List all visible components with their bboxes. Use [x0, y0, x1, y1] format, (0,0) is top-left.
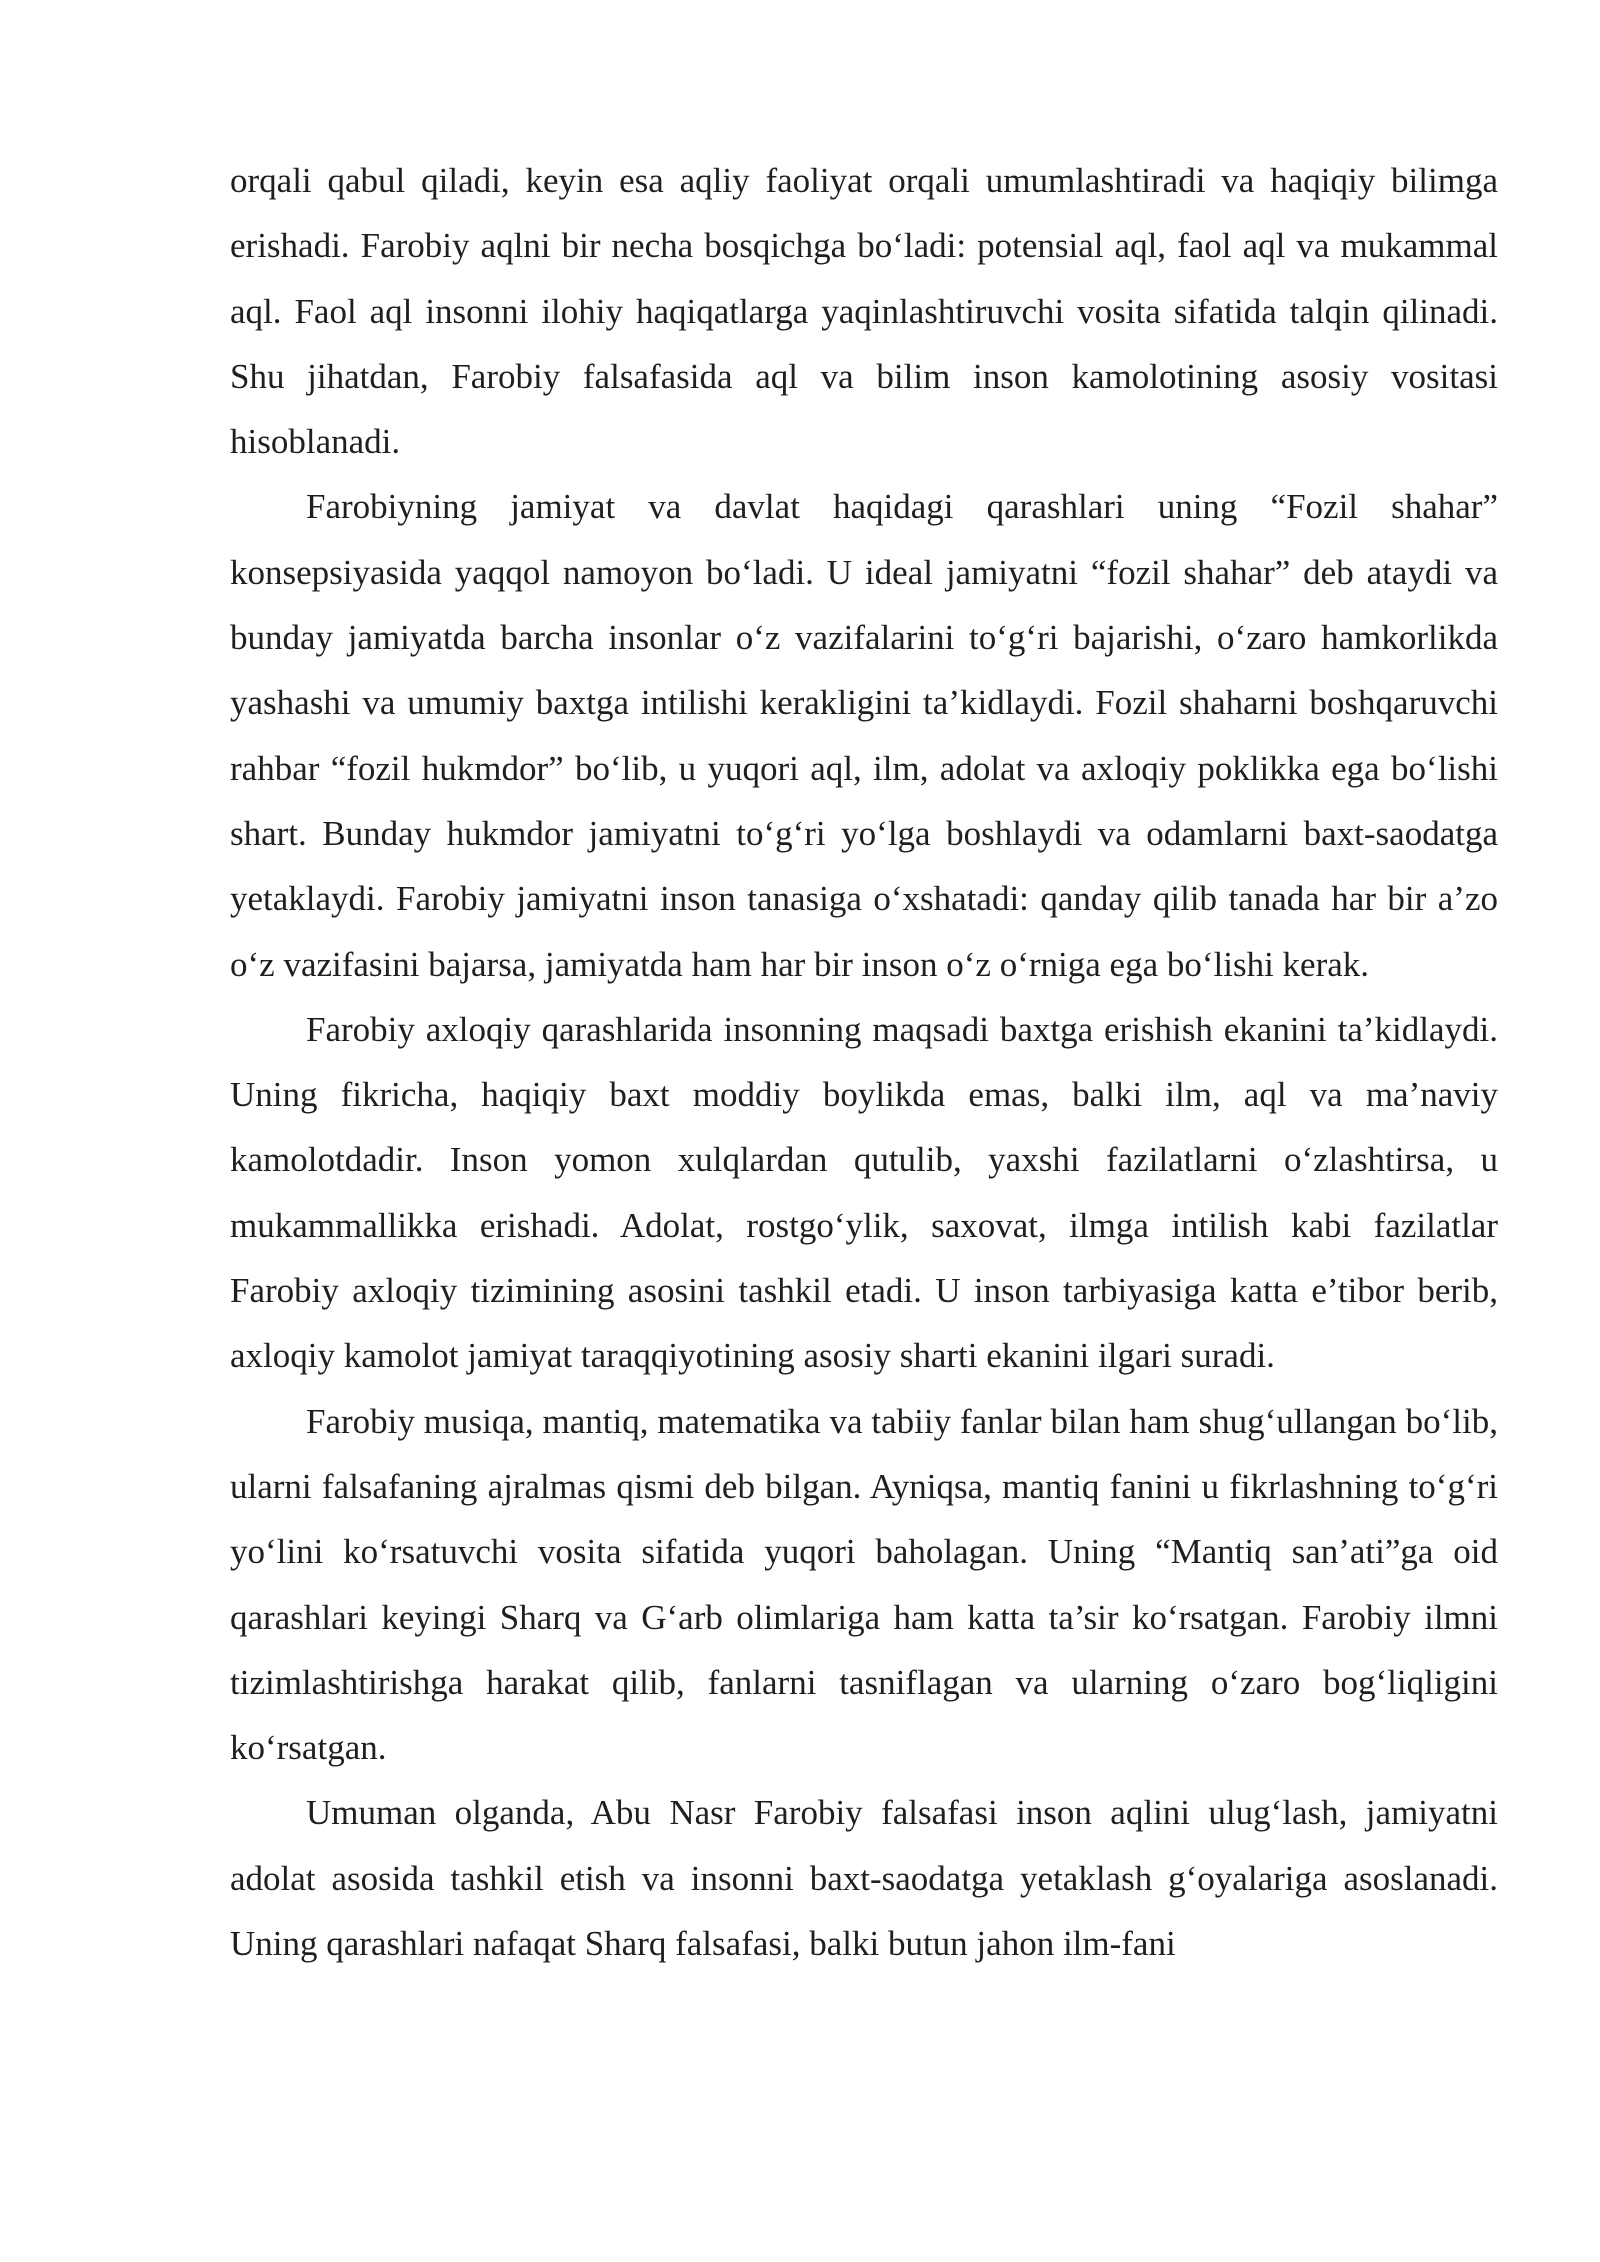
paragraph-continuation: orqali qabul qiladi, keyin esa aqliy faoliyat orqali umumlashtiradi va haqiqiy bilimga erishadi. Farobiy aqlni bir necha bosqichga bo‘ladi: potensial aql, faol aql va mukammal aql. Faol aql insonni ilohiy haqiqatlarga yaqinlashtiruvchi vosita sifatida talqin qilinadi. Shu jihatdan, Farobiy falsafasida aql va bilim inson kamolotining asosiy vositasi hisoblanadi.	[230, 161, 1498, 462]
paragraph-axloqiy-qarashlar: Farobiy axloqiy qarashlarida insonning maqsadi baxtga erishish ekanini ta’kidlaydi. Uning fikricha, haqiqiy baxt moddiy boylikda emas, balki ilm, aql va ma’naviy kamolotdadir. Inson yomon xulqlardan qutulib, yaxshi fazilatlarni o‘zlashtirsa, u mukammallikka erishadi. Adolat, rostgo‘ylik, saxovat, ilmga intilish kabi fazilatlar Farobiy axloqiy tizimining asosini tashkil etadi. U inson tarbiyasiga katta e’tibor berib, axloqiy kamolot jamiyat taraqqiyotining asosiy sharti ekanini ilgari suradi.	[230, 1009, 1498, 1376]
paragraph-xulosa: Umuman olganda, Abu Nasr Farobiy falsafasi inson aqlini ulug‘lash, jamiyatni adolat asosida tashkil etish va insonni baxt-saodatga yetaklash g‘oyalariga asoslanadi. Uning qarashlari nafaqat Sharq falsafasi, balki butun jahon ilm-fani	[230, 1793, 1498, 1964]
body-text	[230, 148, 1498, 1976]
paragraph-fanlar: Farobiy musiqa, mantiq, matematika va tabiiy fanlar bilan ham shug‘ullangan bo‘lib, ularni falsafaning ajralmas qismi deb bilgan. Ayniqsa, mantiq fanini u fikrlashning to‘g‘ri yo‘lini ko‘rsatuvchi vosita sifatida yuqori baholagan. Uning “Mantiq san’ati”ga oid qarashlari keyingi Sharq va G‘arb olimlariga ham katta ta’sir ko‘rsatgan. Farobiy ilmni tizimlashtirishga harakat qilib, fanlarni tasniflagan va ularning o‘zaro bog‘liqligini ko‘rsatgan.	[230, 1401, 1498, 1768]
paragraph-fozil-shahar: Farobiyning jamiyat va davlat haqidagi qarashlari uning “Fozil shahar” konsepsiyasida yaqqol namoyon bo‘ladi. U ideal jamiyatni “fozil shahar” deb ataydi va bunday jamiyatda barcha insonlar o‘z vazifalarini to‘g‘ri bajarishi, o‘zaro hamkorlikda yashashi va umumiy baxtga intilishi kerakligini ta’kidlaydi. Fozil shaharni boshqaruvchi rahbar “fozil hukmdor” bo‘lib, u yuqori aql, ilm, adolat va axloqiy poklikka ega bo‘lishi shart. Bunday hukmdor jamiyatni to‘g‘ri yo‘lga boshlaydi va odamlarni baxt-saodatga yetaklaydi. Farobiy jamiyatni inson tanasiga o‘xshatadi: qanday qilib tanada har bir a’zo o‘z vazifasini bajarsa, jamiyatda ham har bir inson o‘z o‘rniga ega bo‘lishi kerak.	[230, 487, 1498, 984]
